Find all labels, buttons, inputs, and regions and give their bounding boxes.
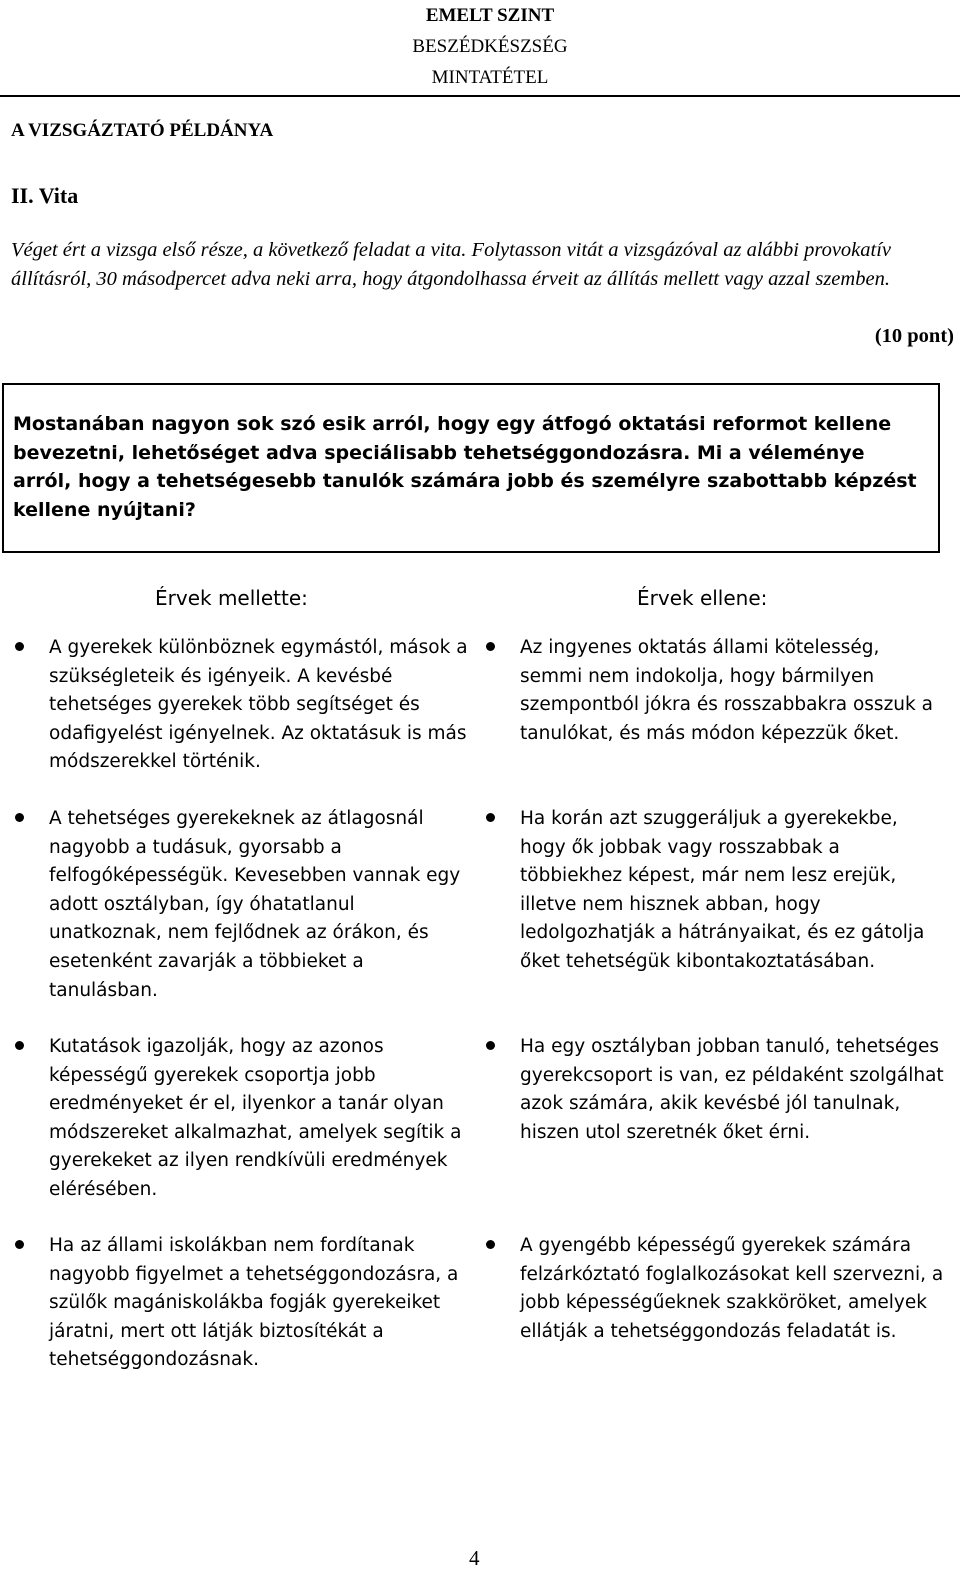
argument-against-item xyxy=(520,805,945,977)
bullet-icon xyxy=(486,642,495,651)
argument-for-item xyxy=(49,634,469,777)
argument-for-item xyxy=(49,805,469,1005)
exam-level: EMELT SZINT xyxy=(425,5,555,26)
argument-for-item xyxy=(49,1232,469,1375)
page-header xyxy=(0,0,960,97)
debate-statement: Mostanában nagyon sok szó esik arról, hogy egy átfogó oktatási reformot kellene bevezetni, lehetőséget adva speciálisabb tehetséggondozásra. Mi a véleménye arról, hogy a tehetségesebb tanulók számára jobb és személyre szabottabb képzést kellene nyújtani? xyxy=(13,413,917,521)
bullet-icon xyxy=(486,813,495,822)
examiner-copy-label: A VIZSGÁZTATÓ PÉLDÁNYA xyxy=(11,120,274,141)
points: (10 pont) xyxy=(874,325,954,347)
argument-text: A tehetséges gyerekeknek az átlagosnál nagyobb a tudásuk, gyorsabb a felfogóképességük. Kevesebben vannak egy adott osztályban, így óhatatlanul unatkoznak, nem fejlődnek az órákon, és esetenként zavarják a többieket a tanulásban. xyxy=(49,808,461,1001)
statement-box xyxy=(2,383,940,553)
bullet-icon xyxy=(15,642,24,651)
bullet-icon xyxy=(486,1041,495,1050)
arguments-for-heading: Érvek mellette: xyxy=(155,586,308,610)
argument-text: Ha korán azt szuggeráljuk a gyerekekbe, hogy ők jobbak vagy rosszabbak a többiekhez képest, már nem lesz erejük, illetve nem hisznek abban, hogy ledolgozhatják a hátrányaikat, és ez gátolja őket tehetségük kibontakoztatásában. xyxy=(520,808,925,972)
argument-text: A gyengébb képességű gyerekek számára felzárkóztató foglalkozásokat kell szervezni, a jobb képességűeknek szakköröket, amelyek ellátják a tehetséggondozás feladatát is. xyxy=(520,1235,944,1342)
page-number: 4 xyxy=(469,1546,480,1570)
arguments-against-heading: Érvek ellene: xyxy=(637,586,768,610)
argument-for-item xyxy=(49,1033,469,1205)
bullet-icon xyxy=(486,1240,495,1249)
exam-type: MINTATÉTEL xyxy=(431,67,549,88)
bullet-icon xyxy=(15,813,24,822)
bullet-icon xyxy=(15,1041,24,1050)
section-title: II. Vita xyxy=(11,183,79,208)
argument-text: A gyerekek különböznek egymástól, mások a szükségleteik és igényeik. A kevésbé tehetséges gyerekek több segítséget és odafigyelést igényelnek. Az oktatásuk is más módszerekkel történik. xyxy=(49,637,468,773)
bullet-icon xyxy=(15,1240,24,1249)
instructions: Véget ért a vizsga első része, a következő feladat a vita. Folytasson vitát a vizsgázóval az alábbi provokatív állításról, 30 másodpercet adva neki arra, hogy átgondolhassa érveit az állítás mellett vagy azzal szemben. xyxy=(11,239,892,290)
argument-against-item xyxy=(520,1232,945,1346)
argument-text: Ha az állami iskolákban nem fordítanak nagyobb figyelmet a tehetséggondozásra, a szülők magániskolákba fogják gyerekeiket járatni, mert ott látják biztosítékát a tehetséggondozásnak. xyxy=(49,1235,459,1371)
argument-text: Kutatások igazolják, hogy az azonos képességű gyerekek csoportja jobb eredményeket ér el, ilyenkor a tanár olyan módszereket alkalmazhat, amelyek segítik a gyerekeket az ilyen rendkívüli eredmények elérésében. xyxy=(49,1036,462,1200)
argument-text: Ha egy osztályban jobban tanuló, tehetséges gyerekcsoport is van, ez példaként szolgálhat azok számára, akik kevésbé jól tanulnak, hiszen utol szeretnék őket érni. xyxy=(520,1036,944,1143)
argument-text: Az ingyenes oktatás állami kötelesség, semmi nem indokolja, hogy bármilyen szempontból jókra és rosszabbakra osszuk a tanulókat, és más módon képezzük őket. xyxy=(520,637,933,744)
argument-against-item xyxy=(520,1033,945,1147)
argument-against-item xyxy=(520,634,945,748)
exam-part: BESZÉDKÉSZSÉG xyxy=(412,36,568,57)
